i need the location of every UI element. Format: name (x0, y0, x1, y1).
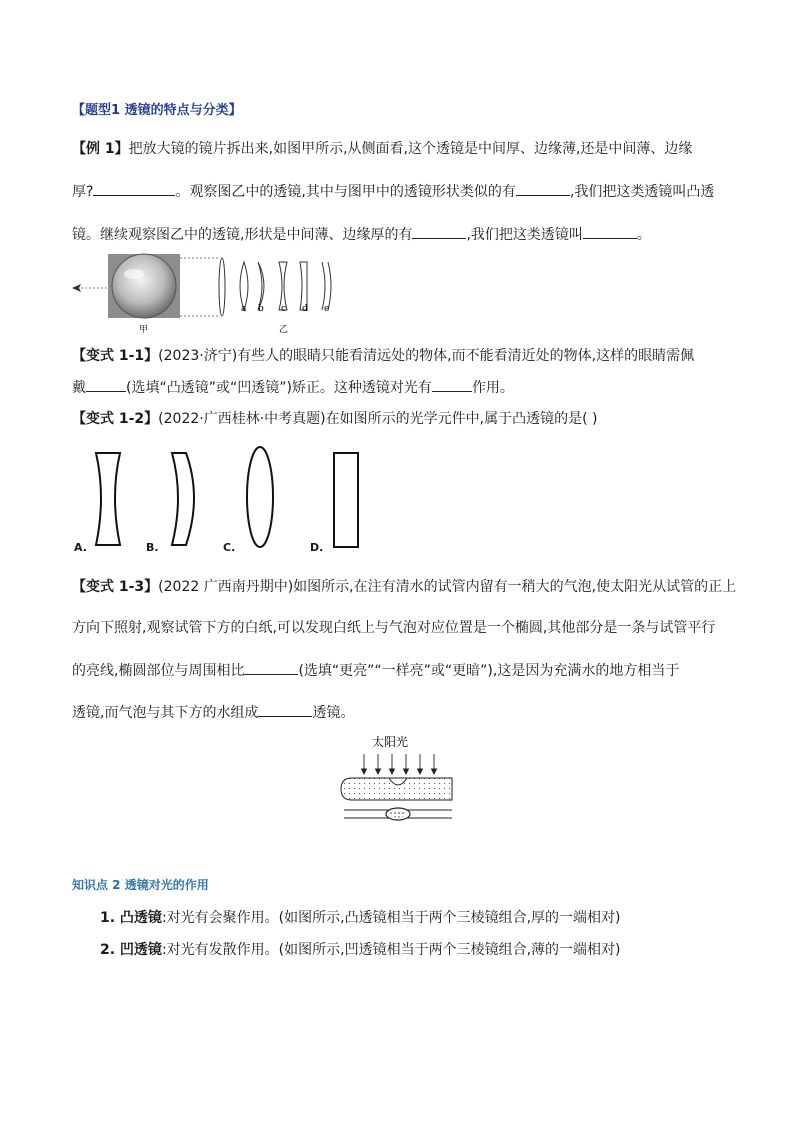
example1-text2c: ,我们把这类透镜叫凸透 (569, 184, 715, 200)
side-lens-icon (219, 258, 225, 316)
lens-figure (72, 250, 352, 338)
variant1-text2c: 作用。 (471, 380, 514, 396)
answer-blank[interactable] (258, 702, 312, 717)
option-d[interactable]: D. (310, 541, 324, 554)
variant1-text2a: 戴 (72, 380, 86, 396)
variant2-tag: 【变式 1-2】 (72, 411, 159, 427)
example1-text3b: ,我们把这类透镜叫 (466, 227, 583, 243)
fig-label-yi: 乙 (279, 325, 289, 335)
example1-text3a: 镜。继续观察图乙中的透镜,形状是中间薄、边缘厚的有 (72, 227, 413, 243)
knowledge-item-text: :对光有发散作用。(如图所示,凹透镜相当于两个三棱镜组合,薄的一端相对) (161, 942, 621, 958)
option-a[interactable]: A. (74, 541, 87, 554)
variant3-text3b: (选填“更亮”“一样亮”或“更暗”),这是因为充满水的地方相当于 (298, 663, 680, 679)
answer-blank[interactable] (516, 181, 570, 196)
test-tube-figure (338, 732, 458, 832)
answer-blank[interactable] (412, 224, 466, 239)
example1-line3 (72, 224, 651, 245)
variant3-text2: 方向下照射,观察试管下方的白纸,可以发现白纸上与气泡对应位置是一个椭圆,其他部分是一条与试管平行 (72, 620, 716, 636)
knowledge-item-1 (100, 908, 620, 928)
answer-blank[interactable] (93, 181, 175, 196)
lens-d-icon (300, 262, 307, 310)
variant1-text1: (2023·济宁)有些人的眼睛只能看清远处的物体,而不能看清近处的物体,这样的眼睛需佩 (158, 348, 695, 364)
answer-blank[interactable] (244, 660, 298, 675)
fig-label-jia: 甲 (139, 325, 149, 335)
variant1-tag: 【变式 1-1】 (72, 348, 159, 364)
lens-label-b: b (258, 304, 264, 314)
example1-line2 (72, 181, 714, 202)
knowledge-item-2 (100, 940, 620, 960)
variant1-line1 (72, 346, 694, 366)
answer-blank[interactable] (432, 377, 472, 392)
variant3-line1 (72, 577, 736, 597)
meniscus-lens-icon (172, 453, 194, 545)
concave-lens-icon (96, 453, 120, 545)
variant1-line2 (72, 377, 514, 398)
lens-a-icon (240, 262, 248, 310)
variant3-line2 (72, 618, 715, 638)
answer-blank[interactable] (86, 377, 126, 392)
variant3-text4a: 透镜,而气泡与其下方的水组成 (72, 705, 259, 721)
example1-text2b: 。观察图乙中的透镜,其中与图甲中的透镜形状类似的有 (175, 184, 516, 200)
knowledge-item-term: 2. 凹透镜 (100, 942, 162, 958)
lens-c-icon (279, 262, 287, 310)
option-c[interactable]: C. (223, 541, 236, 554)
answer-blank[interactable] (583, 224, 637, 239)
option-b[interactable]: B. (146, 541, 159, 554)
convex-lens-icon (247, 447, 273, 547)
lens-label-e: e (324, 304, 330, 314)
glass-slab-icon (334, 453, 358, 547)
variant3-line4 (72, 702, 354, 723)
variant1-text2b: (选填“凸透镜”或“凹透镜”)矫正。这种透镜对光有 (126, 380, 432, 396)
optical-elements-figure (90, 445, 380, 555)
variant2-line1 (72, 409, 597, 429)
knowledge-item-text: :对光有会聚作用。(如图所示,凸透镜相当于两个三棱镜组合,厚的一端相对) (161, 910, 621, 926)
variant3-text1: (2022 广西南丹期中)如图所示,在注有清水的试管内留有一稍大的气泡,使太阳光从试管的正上 (158, 579, 737, 595)
section-heading: 【题型1 透镜的特点与分类】 (72, 103, 242, 118)
knowledge-item-term: 1. 凸透镜 (100, 910, 162, 926)
lens-label-d: d (302, 304, 308, 314)
lens-label-c: c (281, 304, 287, 314)
sunlight-arrows-icon (362, 754, 437, 774)
example1-tag: 【例 1】 (72, 141, 129, 157)
lens-b-icon (258, 262, 264, 310)
variant2-text1: (2022·广西桂林·中考真题)在如图所示的光学元件中,属于凸透镜的是( ) (158, 411, 598, 427)
variant3-tag: 【变式 1-3】 (72, 579, 159, 595)
sunlight-label: 太阳光 (372, 735, 409, 749)
example1-text2a: 厚? (72, 184, 94, 200)
lens-label-a: a (241, 304, 247, 314)
variant3-line3 (72, 660, 679, 681)
knowledge-heading: 知识点 2 透镜对光的作用 (72, 878, 209, 892)
lens-e-icon (322, 262, 325, 310)
example1-text1: 把放大镜的镜片拆出来,如图甲所示,从侧面看,这个透镜是中间厚、边缘薄,还是中间薄、边缘 (128, 141, 693, 157)
example1-line1 (72, 139, 692, 159)
variant3-text3a: 的亮线,椭圆部位与周围相比 (72, 663, 245, 679)
variant3-text4b: 透镜。 (312, 705, 355, 721)
eye-arrow-icon (72, 284, 81, 292)
example1-text3c: 。 (636, 227, 651, 243)
